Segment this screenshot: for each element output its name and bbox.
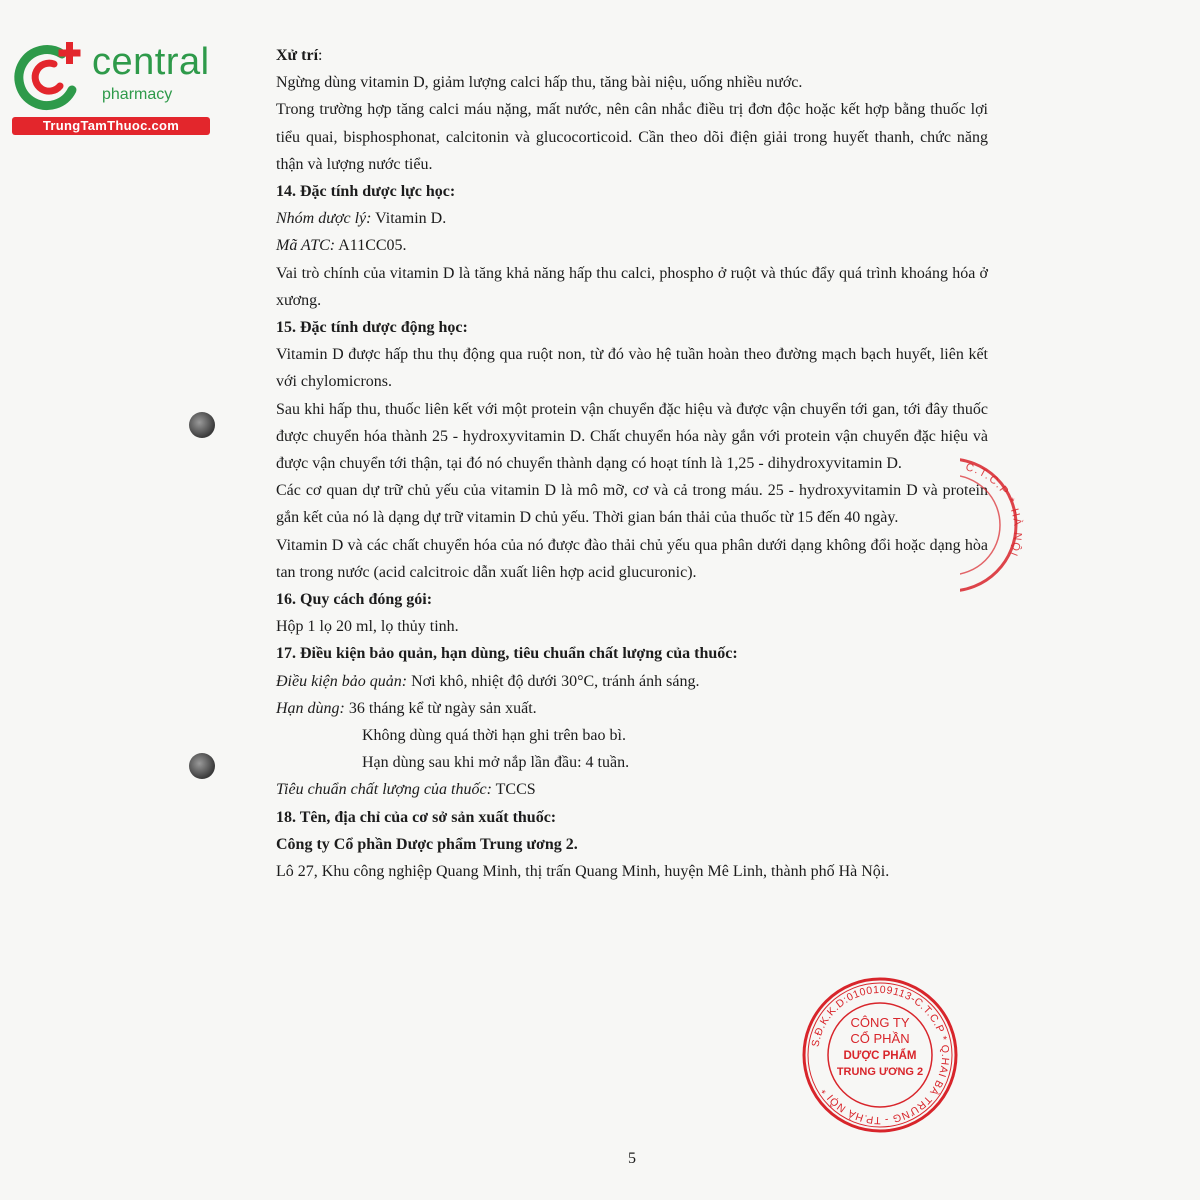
seal-line-1: CÔNG TY (850, 1015, 910, 1030)
central-pharmacy-logo (10, 38, 215, 138)
section-16-paragraph: Hộp 1 lọ 20 ml, lọ thủy tinh. (276, 618, 459, 636)
pharmacological-group (276, 205, 988, 232)
pharmacological-group-label: Nhóm dược lý: (276, 210, 372, 228)
punch-hole-bottom (189, 753, 215, 779)
svg-text:C.T.C.P * HÀ NỘI (964, 461, 1024, 559)
page-number: 5 (628, 1150, 636, 1167)
atc-code-value: A11CC05. (335, 237, 407, 255)
section-17-heading: 17. Điều kiện bảo quản, hạn dùng, tiêu chuẩn chất lượng của thuốc: (276, 645, 738, 663)
atc-code (276, 232, 988, 259)
expiry-line-2: Không dùng quá thời hạn ghi trên bao bì. (362, 727, 626, 745)
company-seal (800, 975, 960, 1135)
quality-standard-value: TCCS (491, 781, 536, 799)
storage-conditions (276, 668, 988, 695)
partial-company-seal (960, 445, 1040, 595)
logo-sub-text: pharmacy (102, 86, 173, 103)
expiry-value: 36 tháng kể từ ngày sản xuất. (344, 699, 537, 717)
document-body (276, 42, 988, 885)
section-15-paragraph-4: Vitamin D và các chất chuyển hóa của nó được đào thải chủ yếu qua phân dưới dạng không đổi hoặc dạng hòa tan trong nước (acid calcitroic dẫn xuất liên hợp acid glucuronic). (276, 536, 988, 581)
section-18-heading: 18. Tên, địa chỉ của cơ sở sản xuất thuốc: (276, 808, 557, 826)
xu-tri-paragraph-2: Trong trường hợp tăng calci máu nặng, mất nước, nên cân nhắc điều trị đơn độc hoặc kết hợp bằng thuốc lợi tiểu quai, bisphosphonat, calcitonin và glucocorticoid. Cần theo dõi điện giải trong huyết thanh, chức năng thận và lượng nước tiểu. (276, 101, 988, 173)
section-15-paragraph-1: Vitamin D được hấp thu thụ động qua ruột non, từ đó vào hệ tuần hoàn theo đường mạch bạch huyết, liên kết với chylomicrons. (276, 346, 988, 391)
expiry-line-3: Hạn dùng sau khi mở nắp lần đầu: 4 tuần. (362, 754, 630, 772)
xu-tri-heading: Xử trí: (276, 47, 323, 64)
xu-tri-paragraph-1: Ngừng dùng vitamin D, giảm lượng calci hấp thu, tăng bài niệu, uống nhiều nước. (276, 74, 803, 92)
storage-conditions-label: Điều kiện bảo quản: (276, 672, 408, 690)
seal-line-4: TRUNG ƯƠNG 2 (836, 1066, 924, 1078)
expiry-label: Hạn dùng: (276, 699, 345, 717)
section-14-paragraph: Vai trò chính của vitamin D là tăng khả năng hấp thu calci, phospho ở ruột và thúc đẩy quá trình khoáng hóa ở xương. (276, 264, 988, 309)
partial-seal-ring-text: C.T.C.P * HÀ NỘI (964, 461, 1024, 559)
quality-standard (276, 776, 988, 803)
section-14-heading: 14. Đặc tính dược lực học: (276, 183, 456, 201)
section-16-heading: 16. Quy cách đóng gói: (276, 591, 433, 609)
manufacturer-address: Lô 27, Khu công nghiệp Quang Minh, thị trấn Quang Minh, huyện Mê Linh, thành phố Hà Nội. (276, 863, 890, 881)
pharmacy-cross-icon (10, 38, 90, 116)
seal-ring-text: S.Đ.K.K.D:0100109113-C.T.C.P * Q.HAI BÀ TRƯNG - TP.HÀ NỘI * (809, 983, 952, 1127)
punch-hole-top (189, 412, 215, 438)
section-15-paragraph-2: Sau khi hấp thu, thuốc liên kết với một protein vận chuyển đặc hiệu và được vận chuyển tới gan, tới đây thuốc được chuyển hóa thành 25 - hydroxyvitamin D. Chất chuyển hóa này gắn với protein vận chuyển đặc hiệu và được vận chuyển tới thận, tại đó nó chuyển thành dạng có hoạt tính là 1,25 - dihydroxyvitamin D. (276, 400, 988, 473)
logo-brand-text: central (92, 41, 210, 83)
manufacturer-name: Công ty Cổ phần Dược phẩm Trung ương 2. (276, 835, 578, 853)
logo-site-banner: TrungTamThuoc.com (12, 117, 210, 135)
atc-code-label: Mã ATC: (276, 237, 336, 255)
pharmacological-group-value: Vitamin D. (371, 210, 447, 228)
seal-line-3: DƯỢC PHẨM (843, 1050, 917, 1062)
storage-conditions-value: Nơi khô, nhiệt độ dưới 30°C, tránh ánh sáng. (407, 672, 700, 690)
expiry (276, 695, 988, 722)
xu-tri-heading-text: Xử trí (276, 47, 319, 64)
section-15-heading: 15. Đặc tính dược động học: (276, 319, 468, 337)
seal-line-2: CỔ PHẦN (850, 1031, 910, 1046)
section-15-paragraph-3: Các cơ quan dự trữ chủ yếu của vitamin D là mô mỡ, cơ và cả trong máu. 25 - hydroxyvitamin D và protein gắn kết của nó là dạng dự trữ vitamin D chủ yếu. Thời gian bán thải của thuốc từ 15 đến 40 ngày. (276, 482, 988, 527)
quality-standard-label: Tiêu chuẩn chất lượng của thuốc: (276, 781, 492, 799)
